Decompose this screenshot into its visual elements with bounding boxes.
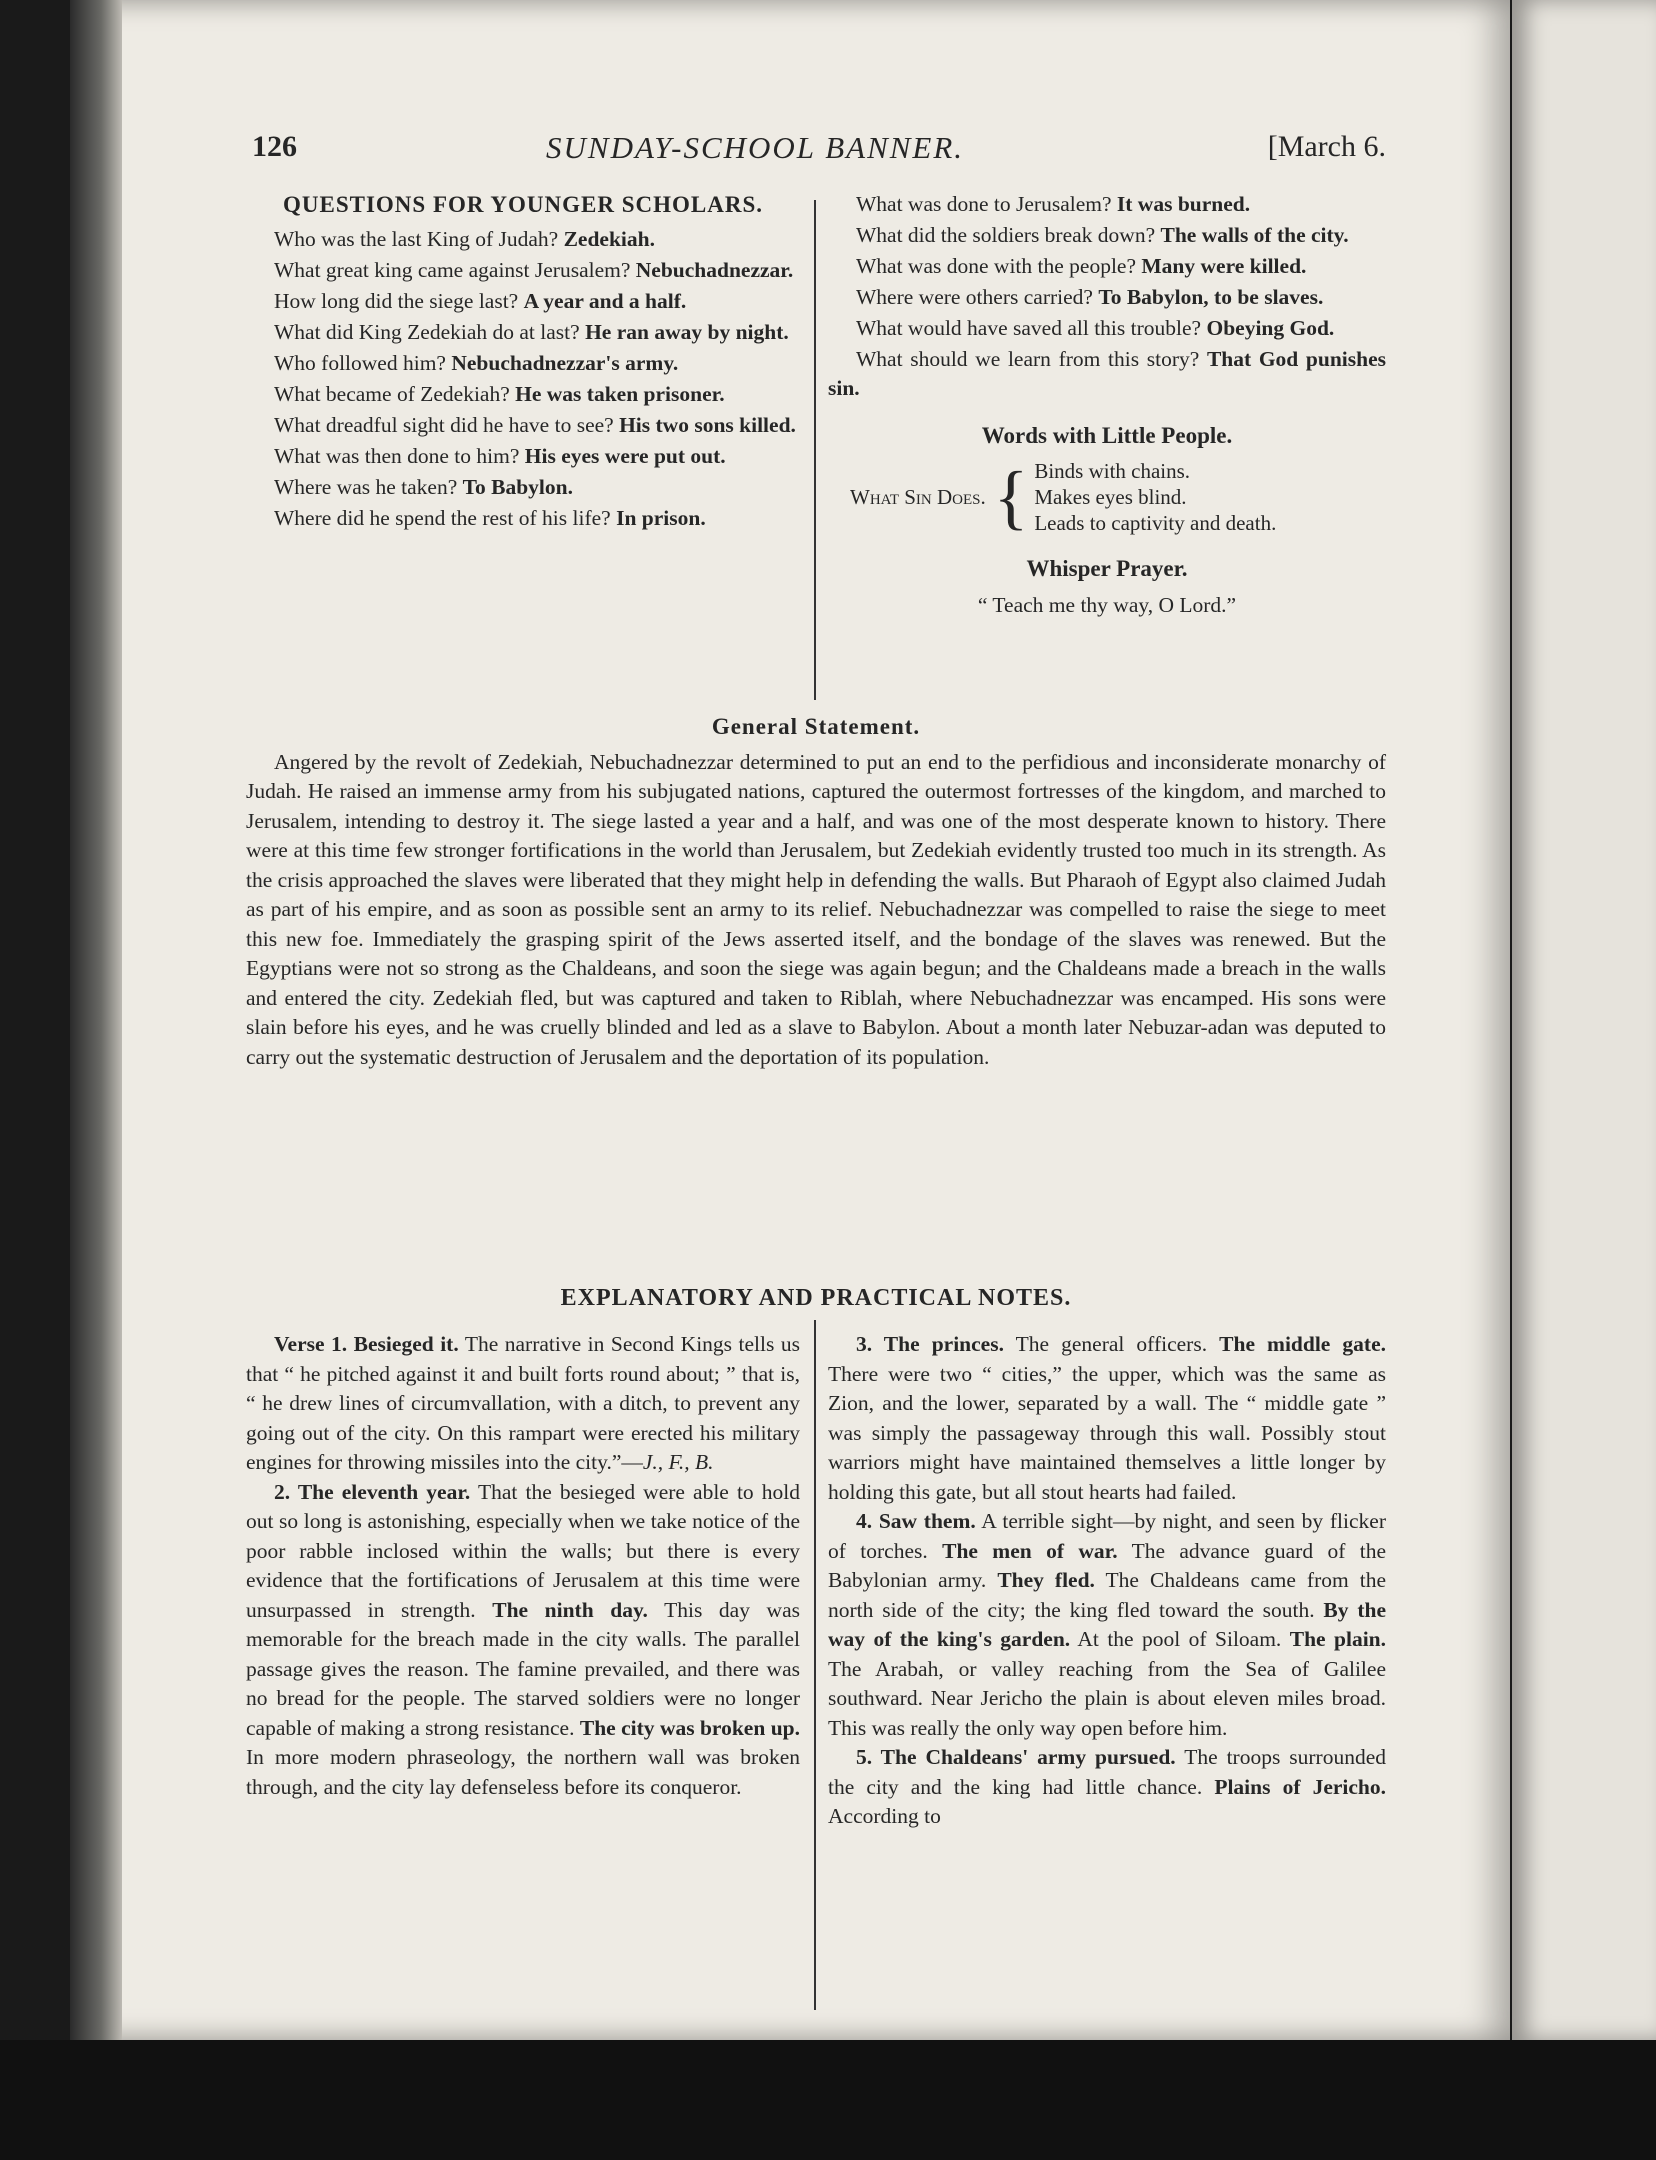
note-verse-4 <box>828 1507 1386 1743</box>
qa-item <box>246 225 800 254</box>
what-sin-does <box>850 458 1386 536</box>
general-statement-text: Angered by the revolt of Zedekiah, Nebuchadnezzar determined to put an end to the perfidious and inconsiderate monarchy of Judah. He raised an immense army from his subjugated nations, captured the outermost fortresses of the kingdom, and marched to Jerusalem, intending to destroy it. The siege lasted a year and a half, and was one of the most desperate known to history. There were at this time few stronger fortifications in the world than Jerusalem, but Zedekiah evidently trusted too much in its strength. As the crisis approached the slaves were liberated that they might help in defending the walls. But Pharaoh of Egypt also claimed Judah as part of his empire, and as soon as possible sent an army to its relief. Nebuchadnezzar was compelled to raise the siege to meet this new foe. Immediately the grasping spirit of the Jews asserted itself, and the bondage of the slaves was renewed. But the Egyptians were not so strong as the Chaldeans, and soon the siege was again begun; and the Chaldeans made a breach in the walls and entered the city. Zedekiah fled, but was captured and taken to Riblah, where Nebuchadnezzar was encamped. His sons were slain before his eyes, and he was cruelly blinded and led as a slave to Babylon. About a month later Nebuzar-adan was deputed to carry out the systematic destruction of Jerusalem and the deportation of its population. <box>246 749 1386 1069</box>
note-heading: Verse 1. Besieged it. <box>274 1332 459 1356</box>
general-statement <box>246 712 1386 1072</box>
page-spine-shadow <box>70 0 122 2040</box>
sin-item: Binds with chains. <box>1034 459 1191 483</box>
answer-text: It was burned. <box>1116 192 1251 216</box>
qa-item <box>828 221 1386 250</box>
notes-left-column <box>246 1330 800 1802</box>
question-text: What was done to Jerusalem? <box>856 192 1112 216</box>
note-heading: The ninth day. <box>492 1597 648 1622</box>
right-page-edge <box>1512 0 1656 2040</box>
answer-text: To Babylon, to be slaves. <box>1098 285 1324 309</box>
running-header <box>246 130 1386 170</box>
page-number: 126 <box>252 130 297 163</box>
question-text: What was done with the people? <box>856 254 1137 278</box>
answer-text: Nebuchadnezzar's army. <box>451 351 679 375</box>
question-text: Where did he spend the rest of his life? <box>274 506 611 530</box>
note-heading: The men of war. <box>942 1538 1118 1563</box>
question-text: What was then done to him? <box>274 444 520 468</box>
what-sin-does-label: What Sin Does. <box>850 485 986 509</box>
note-text: That the besieged were able to hold out so long is astonishing, especially when we take notice of the poor rabble inclosed within the walls; but there is every evidence that the fortifications of Jerusalem at this time were unsurpassed in strength. <box>246 1479 800 1622</box>
column-divider <box>814 200 816 700</box>
younger-questions-right <box>828 190 1386 620</box>
qa-item <box>246 411 800 440</box>
note-text: At the pool of Siloam. <box>1077 1627 1282 1651</box>
answer-text: Obeying God. <box>1206 316 1335 340</box>
question-text: Who was the last King of Judah? <box>274 227 559 251</box>
question-text: What did King Zedekiah do at last? <box>274 320 580 344</box>
qa-item <box>246 256 800 285</box>
question-text: How long did the siege last? <box>274 289 519 313</box>
note-heading: The middle gate. <box>1219 1332 1386 1356</box>
qa-item <box>246 380 800 409</box>
note-text: The advance guard of the Babylonian army. <box>828 1538 1386 1592</box>
qa-item <box>828 345 1386 403</box>
note-heading: By the way of the king's garden. <box>828 1597 1387 1651</box>
sin-item: Makes eyes blind. <box>1034 485 1187 509</box>
answer-text: He ran away by night. <box>585 320 789 344</box>
general-statement-title: General Statement. <box>711 714 921 739</box>
qa-item <box>828 283 1386 312</box>
notes-title: EXPLANATORY AND PRACTICAL NOTES. <box>560 1285 1072 1311</box>
qa-item <box>246 504 800 533</box>
issue-date: [March 6. <box>1267 130 1386 163</box>
note-text: A terrible sight—by night, and seen by flicker of torches. <box>828 1509 1386 1563</box>
answer-text: Zedekiah. <box>563 227 655 251</box>
note-verse-3 <box>828 1330 1386 1507</box>
qa-item <box>246 287 800 316</box>
answer-text: His eyes were put out. <box>524 444 726 468</box>
answer-text: Nebuchadnezzar. <box>635 258 794 282</box>
qa-item <box>828 252 1386 281</box>
note-heading: 2. The eleventh year. <box>274 1479 471 1504</box>
answer-text: He was taken prisoner. <box>515 382 725 406</box>
note-heading: Plains of Jericho. <box>1214 1774 1387 1799</box>
note-text: There were two “ cities,” the upper, which was the same as Zion, and the lower, separated by a wall. The “ middle gate ” was simply the passageway through this wall. Possibly stout warriors might have maintained themselves a little longer by holding this gate, but all stout hearts had failed. <box>828 1361 1386 1504</box>
notes-right-column <box>828 1330 1386 1832</box>
answer-text: The walls of the city. <box>1160 223 1349 247</box>
answer-text: Many were killed. <box>1141 254 1307 278</box>
note-text: This day was memorable for the breach made in the city walls. The parallel passage gives the reason. The famine prevailed, and there was no bread for the people. The starved soldiers were no longer capable of making a strong resistance. <box>246 1597 800 1740</box>
note-verse-2 <box>246 1478 800 1803</box>
words-title: Words with Little People. <box>981 423 1233 448</box>
answer-text: In prison. <box>616 506 706 530</box>
question-text: Where were others carried? <box>856 285 1093 309</box>
question-text: What would have saved all this trouble? <box>856 316 1202 340</box>
whisper-prayer-text: “ Teach me thy way, O Lord.” <box>977 593 1237 617</box>
note-heading: They fled. <box>997 1568 1095 1592</box>
what-sin-does-list <box>1034 458 1276 536</box>
qa-item <box>246 442 800 471</box>
answer-text: His two sons killed. <box>619 413 796 437</box>
younger-questions-title: QUESTIONS FOR YOUNGER SCHOLARS. <box>282 192 763 217</box>
note-text: In more modern phraseology, the northern wall was broken through, and the city lay defenseless before its conqueror. <box>246 1745 800 1799</box>
question-text: Who followed him? <box>274 351 446 375</box>
note-citation: J., F., B. <box>642 1450 714 1474</box>
note-text: The troops surrounded the city and the king had little chance. <box>828 1745 1386 1799</box>
answer-text: A year and a half. <box>523 289 687 313</box>
note-text: The Arabah, or valley reaching from the Sea of Galilee southward. Near Jericho the plain is about eleven miles broad. This was really the only way open before him. <box>828 1656 1386 1740</box>
note-text: The Chaldeans came from the north side of the city; the king fled toward the south. <box>828 1568 1386 1622</box>
journal-title: SUNDAY-SCHOOL BANNER. <box>546 130 965 165</box>
brace-glyph: { <box>993 457 1029 537</box>
whisper-prayer-title: Whisper Prayer. <box>1026 556 1188 581</box>
column-divider <box>814 1320 816 2010</box>
note-heading: 5. The Chaldeans' army pursued. <box>856 1745 1176 1769</box>
sin-item: Leads to captivity and death. <box>1034 511 1277 535</box>
note-verse-1 <box>246 1330 800 1478</box>
question-text: What great king came against Jerusalem? <box>274 258 631 282</box>
question-text: What did the soldiers break down? <box>856 223 1156 247</box>
qa-item <box>246 349 800 378</box>
note-heading: 4. Saw them. <box>856 1509 976 1533</box>
answer-text: That God punishes sin. <box>828 347 1387 400</box>
note-text: The narrative in Second Kings tells us that “ he pitched against it and built forts round about; ” that is, “ he drew lines of circumvallation, with a ditch, to prevent any going out of the city. On this rampart were erected his military engines for throwing missiles into the city.”— <box>246 1332 800 1474</box>
scan-border <box>0 2040 1656 2160</box>
question-text: What dreadful sight did he have to see? <box>274 413 614 437</box>
note-heading: The city was broken up. <box>579 1715 800 1740</box>
question-text: Where was he taken? <box>274 475 458 499</box>
qa-item <box>246 473 800 502</box>
note-heading: The plain. <box>1289 1627 1387 1651</box>
answer-text: To Babylon. <box>462 475 573 499</box>
question-text: What should we learn from this story? <box>856 347 1200 371</box>
qa-item <box>828 190 1386 219</box>
qa-item <box>246 318 800 347</box>
note-text: The general officers. <box>1015 1332 1208 1356</box>
note-heading: 3. The princes. <box>856 1332 1004 1356</box>
question-text: What became of Zedekiah? <box>274 382 510 406</box>
younger-questions-left <box>246 190 800 535</box>
note-text: According to <box>828 1804 941 1828</box>
note-verse-5 <box>828 1743 1386 1832</box>
qa-item <box>828 314 1386 343</box>
